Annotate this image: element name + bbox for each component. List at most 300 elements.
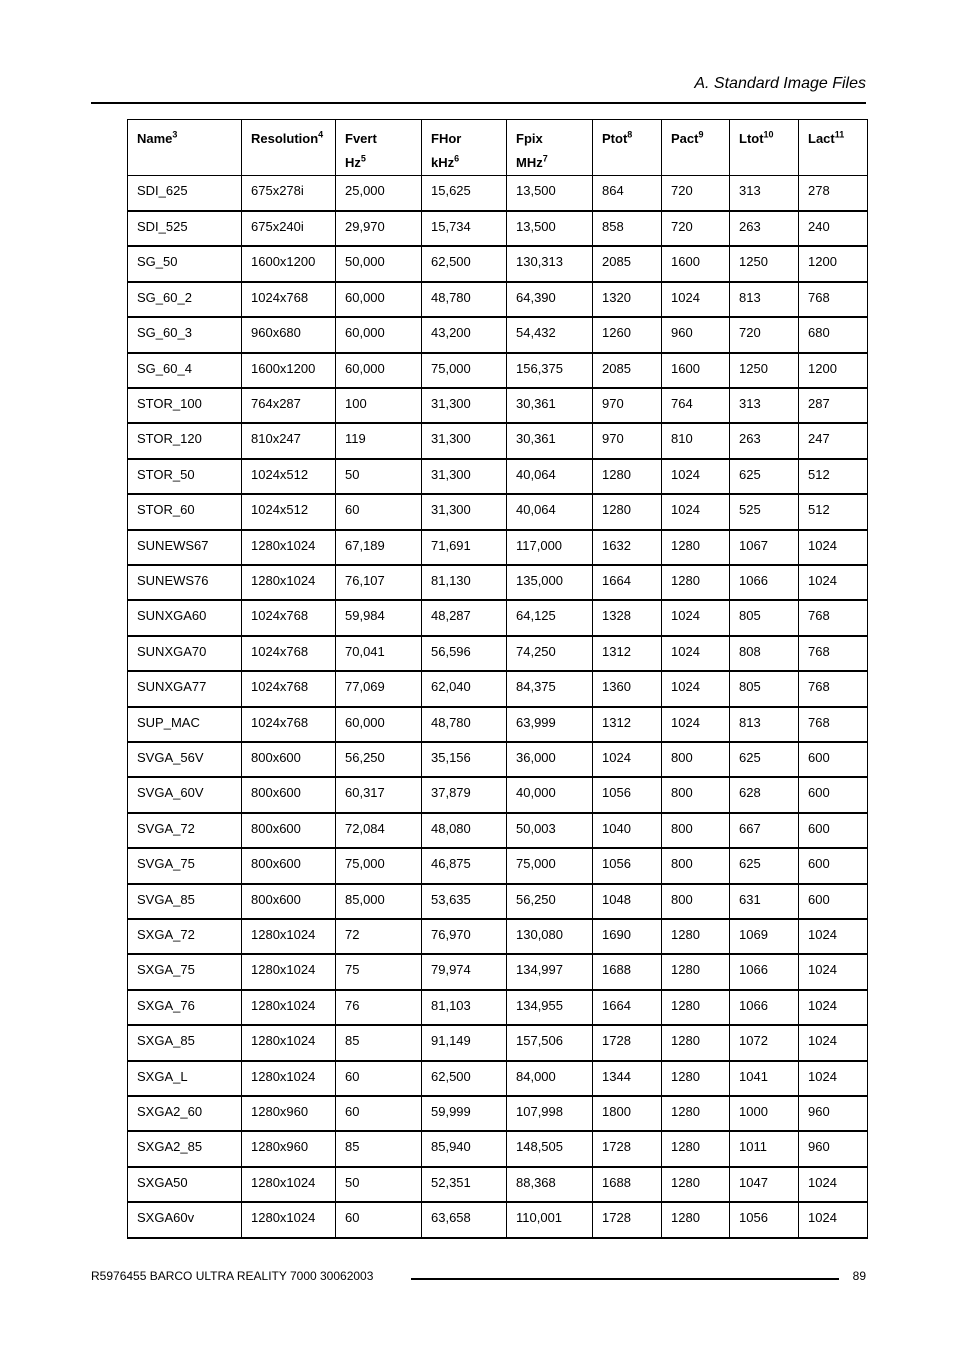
table-row <box>128 707 868 742</box>
table-cell: 1024 <box>799 919 868 954</box>
table-cell: SUNEWS76 <box>128 565 242 600</box>
table-cell: 60 <box>336 1202 422 1237</box>
table-row <box>128 317 868 352</box>
table-cell: SVGA_60V <box>128 777 242 812</box>
table-cell: 31,300 <box>422 494 507 529</box>
image-files-table <box>127 119 868 1239</box>
table-cell: SXGA50 <box>128 1167 242 1202</box>
table-cell: 62,500 <box>422 1061 507 1096</box>
table-cell: 625 <box>730 848 799 883</box>
table-cell: 813 <box>730 282 799 317</box>
table-cell: 77,069 <box>336 671 422 706</box>
table-cell: 64,125 <box>507 600 593 635</box>
table-cell: 31,300 <box>422 459 507 494</box>
table-cell: 1690 <box>593 919 662 954</box>
table-cell: 1280x1024 <box>242 530 336 565</box>
table-cell: SXGA2_60 <box>128 1096 242 1131</box>
table-cell: 48,287 <box>422 600 507 635</box>
table-cell: SVGA_72 <box>128 813 242 848</box>
column-header-unit: kHz <box>431 155 455 170</box>
table-cell: 56,596 <box>422 636 507 671</box>
table-cell: 600 <box>799 813 868 848</box>
table-cell: 1200 <box>799 353 868 388</box>
table-cell: 119 <box>336 423 422 458</box>
table-cell: 1280x1024 <box>242 919 336 954</box>
table-cell: 970 <box>593 388 662 423</box>
table-cell: 1312 <box>593 636 662 671</box>
table-cell: 1728 <box>593 1202 662 1237</box>
table-cell: 1000 <box>730 1096 799 1131</box>
table-cell: 1280 <box>662 1025 730 1060</box>
table-cell: 117,000 <box>507 530 593 565</box>
table-header <box>128 120 868 176</box>
table-cell: 74,250 <box>507 636 593 671</box>
table-cell: 512 <box>799 494 868 529</box>
table-cell: 1688 <box>593 1167 662 1202</box>
table-cell: 1280x1024 <box>242 990 336 1025</box>
table-cell: 1200 <box>799 246 868 281</box>
table-cell: 800 <box>662 777 730 812</box>
table-cell: 1024x768 <box>242 282 336 317</box>
table-cell: 91,149 <box>422 1025 507 1060</box>
table-cell: 59,999 <box>422 1096 507 1131</box>
table-cell: SDI_525 <box>128 211 242 246</box>
table-cell: 1072 <box>730 1025 799 1060</box>
table-row <box>128 671 868 706</box>
table-cell: 512 <box>799 459 868 494</box>
table-cell: 30,361 <box>507 388 593 423</box>
footnote-ref: 10 <box>763 129 774 140</box>
table-cell: 85,000 <box>336 884 422 919</box>
table-cell: SXGA2_85 <box>128 1131 242 1166</box>
table-cell: 864 <box>593 176 662 211</box>
table-cell: 75 <box>336 954 422 989</box>
column-header-label: Ptot <box>602 131 628 146</box>
table-cell: 76,970 <box>422 919 507 954</box>
table-cell: SDI_625 <box>128 176 242 211</box>
table-cell: SG_60_3 <box>128 317 242 352</box>
table-cell: 768 <box>799 671 868 706</box>
table-cell: 960 <box>662 317 730 352</box>
table-row <box>128 388 868 423</box>
table-cell: 1024 <box>662 282 730 317</box>
table-cell: 156,375 <box>507 353 593 388</box>
table-cell: 960x680 <box>242 317 336 352</box>
table-cell: 62,500 <box>422 246 507 281</box>
column-header-label: Pact <box>671 131 699 146</box>
table-cell: 1024 <box>799 1167 868 1202</box>
table-cell: 1056 <box>730 1202 799 1237</box>
footnote-ref: 9 <box>698 129 704 140</box>
table-cell: 100 <box>336 388 422 423</box>
table-cell: 675x240i <box>242 211 336 246</box>
table-cell: 970 <box>593 423 662 458</box>
table-cell: 810x247 <box>242 423 336 458</box>
table-cell: 107,998 <box>507 1096 593 1131</box>
table-cell: 85 <box>336 1131 422 1166</box>
table-cell: 1024 <box>593 742 662 777</box>
table-cell: 62,040 <box>422 671 507 706</box>
column-header-label: Name <box>137 131 173 146</box>
table-header-row <box>128 120 868 176</box>
table-row <box>128 1167 868 1202</box>
table-cell: 70,041 <box>336 636 422 671</box>
table-cell: SUNXGA70 <box>128 636 242 671</box>
table-cell: 88,368 <box>507 1167 593 1202</box>
table-cell: 1066 <box>730 565 799 600</box>
table-cell: 800x600 <box>242 813 336 848</box>
table-cell: 43,200 <box>422 317 507 352</box>
table-cell: 29,970 <box>336 211 422 246</box>
column-header <box>242 120 336 176</box>
table-cell: 1800 <box>593 1096 662 1131</box>
table-cell: 525 <box>730 494 799 529</box>
table-row <box>128 813 868 848</box>
column-header-label: Resolution <box>251 131 319 146</box>
footnote-ref: 8 <box>627 129 633 140</box>
table-cell: 263 <box>730 423 799 458</box>
table-cell: 1024 <box>799 1061 868 1096</box>
table-cell: 768 <box>799 600 868 635</box>
table-cell: 130,313 <box>507 246 593 281</box>
table-cell: 56,250 <box>507 884 593 919</box>
column-header <box>799 120 868 176</box>
footer-rule <box>411 1278 839 1280</box>
table-cell: 2085 <box>593 353 662 388</box>
table-cell: 1664 <box>593 565 662 600</box>
table-cell: 54,432 <box>507 317 593 352</box>
table-cell: 720 <box>662 211 730 246</box>
table-cell: 313 <box>730 388 799 423</box>
table-cell: 631 <box>730 884 799 919</box>
table-cell: 81,130 <box>422 565 507 600</box>
column-header <box>336 120 422 176</box>
table-cell: 1688 <box>593 954 662 989</box>
footnote-ref: 3 <box>172 129 178 140</box>
table-cell: 56,250 <box>336 742 422 777</box>
table-row <box>128 777 868 812</box>
table-row <box>128 919 868 954</box>
table-cell: 53,635 <box>422 884 507 919</box>
table-cell: 764x287 <box>242 388 336 423</box>
table-cell: 960 <box>799 1096 868 1131</box>
column-header-unit: MHz <box>516 155 543 170</box>
column-header-label: Lact <box>808 131 835 146</box>
table-cell: 1024 <box>662 636 730 671</box>
table-cell: 1024x512 <box>242 494 336 529</box>
table-cell: 50 <box>336 459 422 494</box>
table-cell: 1024 <box>799 1025 868 1060</box>
table-cell: 720 <box>730 317 799 352</box>
table-cell: 1056 <box>593 777 662 812</box>
table-cell: 64,390 <box>507 282 593 317</box>
page-header-title: A. Standard Image Files <box>694 75 866 92</box>
table-row <box>128 1202 868 1237</box>
table-cell: 1024 <box>662 459 730 494</box>
table-cell: 85,940 <box>422 1131 507 1166</box>
table-cell: STOR_60 <box>128 494 242 529</box>
table-cell: 628 <box>730 777 799 812</box>
table-row <box>128 600 868 635</box>
table-cell: 63,658 <box>422 1202 507 1237</box>
table-cell: 134,955 <box>507 990 593 1025</box>
table-cell: 79,974 <box>422 954 507 989</box>
table-cell: 1600x1200 <box>242 353 336 388</box>
table-cell: 1312 <box>593 707 662 742</box>
table-cell: 31,300 <box>422 388 507 423</box>
table-row <box>128 1025 868 1060</box>
table-cell: 31,300 <box>422 423 507 458</box>
table-cell: 800x600 <box>242 777 336 812</box>
table-cell: 84,375 <box>507 671 593 706</box>
table-cell: 1280x1024 <box>242 954 336 989</box>
table-cell: 1280 <box>662 1061 730 1096</box>
table-row <box>128 282 868 317</box>
table-cell: 768 <box>799 282 868 317</box>
table-cell: 800 <box>662 813 730 848</box>
table-row <box>128 176 868 211</box>
table-cell: 805 <box>730 600 799 635</box>
table-cell: 1280x1024 <box>242 1025 336 1060</box>
table-cell: 1024 <box>662 671 730 706</box>
table-cell: 1048 <box>593 884 662 919</box>
table-cell: 1280x1024 <box>242 1061 336 1096</box>
table-cell: 63,999 <box>507 707 593 742</box>
table-cell: 600 <box>799 742 868 777</box>
table-cell: 1280x1024 <box>242 565 336 600</box>
column-header <box>662 120 730 176</box>
table-cell: SXGA60v <box>128 1202 242 1237</box>
table-cell: 1067 <box>730 530 799 565</box>
table-cell: 50,003 <box>507 813 593 848</box>
table-row <box>128 423 868 458</box>
table-cell: 800x600 <box>242 884 336 919</box>
table-cell: 1280 <box>662 565 730 600</box>
table-cell: 800x600 <box>242 742 336 777</box>
table-cell: 1280 <box>662 1131 730 1166</box>
footnote-ref: 7 <box>542 153 548 164</box>
table-cell: 60,000 <box>336 353 422 388</box>
column-header <box>730 120 799 176</box>
table-cell: 1066 <box>730 954 799 989</box>
table-cell: SXGA_L <box>128 1061 242 1096</box>
table-cell: 75,000 <box>507 848 593 883</box>
table-cell: 67,189 <box>336 530 422 565</box>
table-cell: 84,000 <box>507 1061 593 1096</box>
table-cell: 625 <box>730 459 799 494</box>
column-header <box>422 120 507 176</box>
table-cell: 60,000 <box>336 282 422 317</box>
table-cell: 50,000 <box>336 246 422 281</box>
column-header <box>128 120 242 176</box>
table-cell: 1280x960 <box>242 1131 336 1166</box>
column-header <box>507 120 593 176</box>
table-cell: 1600x1200 <box>242 246 336 281</box>
table-cell: 1728 <box>593 1025 662 1060</box>
table-cell: 76 <box>336 990 422 1025</box>
table-cell: 1280 <box>662 1096 730 1131</box>
table-cell: 1069 <box>730 919 799 954</box>
table-cell: 2085 <box>593 246 662 281</box>
table-cell: SXGA_76 <box>128 990 242 1025</box>
table-row <box>128 1131 868 1166</box>
table-cell: 720 <box>662 176 730 211</box>
table-cell: 1024 <box>662 494 730 529</box>
table-cell: SXGA_72 <box>128 919 242 954</box>
table-row <box>128 353 868 388</box>
footnote-ref: 6 <box>454 153 460 164</box>
table-cell: 625 <box>730 742 799 777</box>
table-cell: 1280x1024 <box>242 1202 336 1237</box>
table-cell: SXGA_75 <box>128 954 242 989</box>
table-cell: 1024x768 <box>242 671 336 706</box>
table-cell: 764 <box>662 388 730 423</box>
table-cell: STOR_120 <box>128 423 242 458</box>
table-cell: SUNXGA77 <box>128 671 242 706</box>
table-cell: 800 <box>662 848 730 883</box>
footnote-ref: 4 <box>318 129 324 140</box>
table-cell: 40,000 <box>507 777 593 812</box>
table-cell: 800 <box>662 884 730 919</box>
table-cell: 72 <box>336 919 422 954</box>
table-cell: 1040 <box>593 813 662 848</box>
table-cell: 76,107 <box>336 565 422 600</box>
table-cell: 46,875 <box>422 848 507 883</box>
table-cell: 75,000 <box>422 353 507 388</box>
table-cell: 600 <box>799 884 868 919</box>
table-cell: 1024x768 <box>242 600 336 635</box>
footer-doc-reference: R5976455 BARCO ULTRA REALITY 7000 30062003 <box>91 1269 374 1283</box>
table-cell: 1280x1024 <box>242 1167 336 1202</box>
table-cell: STOR_50 <box>128 459 242 494</box>
table-cell: 48,780 <box>422 282 507 317</box>
table-cell: 1250 <box>730 353 799 388</box>
table-cell: 1280 <box>662 530 730 565</box>
table-cell: 85 <box>336 1025 422 1060</box>
table-cell: 75,000 <box>336 848 422 883</box>
table-cell: 48,080 <box>422 813 507 848</box>
table-cell: 81,103 <box>422 990 507 1025</box>
table-cell: 1041 <box>730 1061 799 1096</box>
table-row <box>128 1061 868 1096</box>
table-cell: 1328 <box>593 600 662 635</box>
table-cell: 157,506 <box>507 1025 593 1060</box>
table-cell: 247 <box>799 423 868 458</box>
table-cell: 40,064 <box>507 494 593 529</box>
table-cell: 148,505 <box>507 1131 593 1166</box>
table-cell: SVGA_75 <box>128 848 242 883</box>
table-row <box>128 954 868 989</box>
table-row <box>128 494 868 529</box>
column-header-label: FHor <box>431 131 462 146</box>
table-cell: 25,000 <box>336 176 422 211</box>
table-cell: 960 <box>799 1131 868 1166</box>
table-cell: 1024x768 <box>242 707 336 742</box>
table-cell: 71,691 <box>422 530 507 565</box>
table-cell: 1024 <box>799 530 868 565</box>
table-cell: SUNXGA60 <box>128 600 242 635</box>
table-cell: 1280 <box>662 919 730 954</box>
table-cell: 1250 <box>730 246 799 281</box>
table-cell: 667 <box>730 813 799 848</box>
table-cell: 1280 <box>593 494 662 529</box>
column-header-label: Ltot <box>739 131 764 146</box>
column-header-unit: Hz <box>345 155 361 170</box>
table-cell: 60,000 <box>336 317 422 352</box>
table-cell: 1280 <box>662 1202 730 1237</box>
header-rule <box>91 102 866 104</box>
table-cell: SG_60_4 <box>128 353 242 388</box>
table-cell: 1344 <box>593 1061 662 1096</box>
table-cell: 1360 <box>593 671 662 706</box>
table-cell: 13,500 <box>507 211 593 246</box>
table-cell: 810 <box>662 423 730 458</box>
table-row <box>128 636 868 671</box>
table-cell: 600 <box>799 848 868 883</box>
table-cell: 808 <box>730 636 799 671</box>
table-cell: 1056 <box>593 848 662 883</box>
table-cell: 1024x768 <box>242 636 336 671</box>
table-cell: 37,879 <box>422 777 507 812</box>
table-cell: SUNEWS67 <box>128 530 242 565</box>
table-cell: 1024 <box>799 565 868 600</box>
table-cell: 680 <box>799 317 868 352</box>
table-row <box>128 246 868 281</box>
table-cell: 1664 <box>593 990 662 1025</box>
table-cell: 1600 <box>662 246 730 281</box>
table-cell: 15,625 <box>422 176 507 211</box>
table-cell: 313 <box>730 176 799 211</box>
table-cell: 110,001 <box>507 1202 593 1237</box>
table-cell: 800 <box>662 742 730 777</box>
table-cell: 36,000 <box>507 742 593 777</box>
table-cell: 1024 <box>799 1202 868 1237</box>
table-cell: 72,084 <box>336 813 422 848</box>
table-cell: 1280 <box>662 954 730 989</box>
table-cell: 768 <box>799 636 868 671</box>
table-cell: 1280 <box>593 459 662 494</box>
table-cell: 1632 <box>593 530 662 565</box>
table-cell: SXGA_85 <box>128 1025 242 1060</box>
table-cell: 40,064 <box>507 459 593 494</box>
table-cell: 30,361 <box>507 423 593 458</box>
column-header-label: Fpix <box>516 131 543 146</box>
table-cell: 858 <box>593 211 662 246</box>
table-cell: STOR_100 <box>128 388 242 423</box>
table-cell: 130,080 <box>507 919 593 954</box>
page-number: 89 <box>852 1269 866 1283</box>
table-cell: 675x278i <box>242 176 336 211</box>
table-cell: 1280x960 <box>242 1096 336 1131</box>
table-cell: 60 <box>336 494 422 529</box>
table-cell: 35,156 <box>422 742 507 777</box>
column-header-label: Fvert <box>345 131 377 146</box>
table-cell: 1280 <box>662 990 730 1025</box>
table-row <box>128 884 868 919</box>
table-body <box>128 176 868 1238</box>
table-cell: 1280 <box>662 1167 730 1202</box>
table-cell: 1011 <box>730 1131 799 1166</box>
table-cell: 1260 <box>593 317 662 352</box>
table-cell: 768 <box>799 707 868 742</box>
table-row <box>128 211 868 246</box>
table-row <box>128 990 868 1025</box>
table-cell: 59,984 <box>336 600 422 635</box>
table-cell: 1728 <box>593 1131 662 1166</box>
table-cell: 813 <box>730 707 799 742</box>
footnote-ref: 5 <box>360 153 366 164</box>
table-cell: 48,780 <box>422 707 507 742</box>
